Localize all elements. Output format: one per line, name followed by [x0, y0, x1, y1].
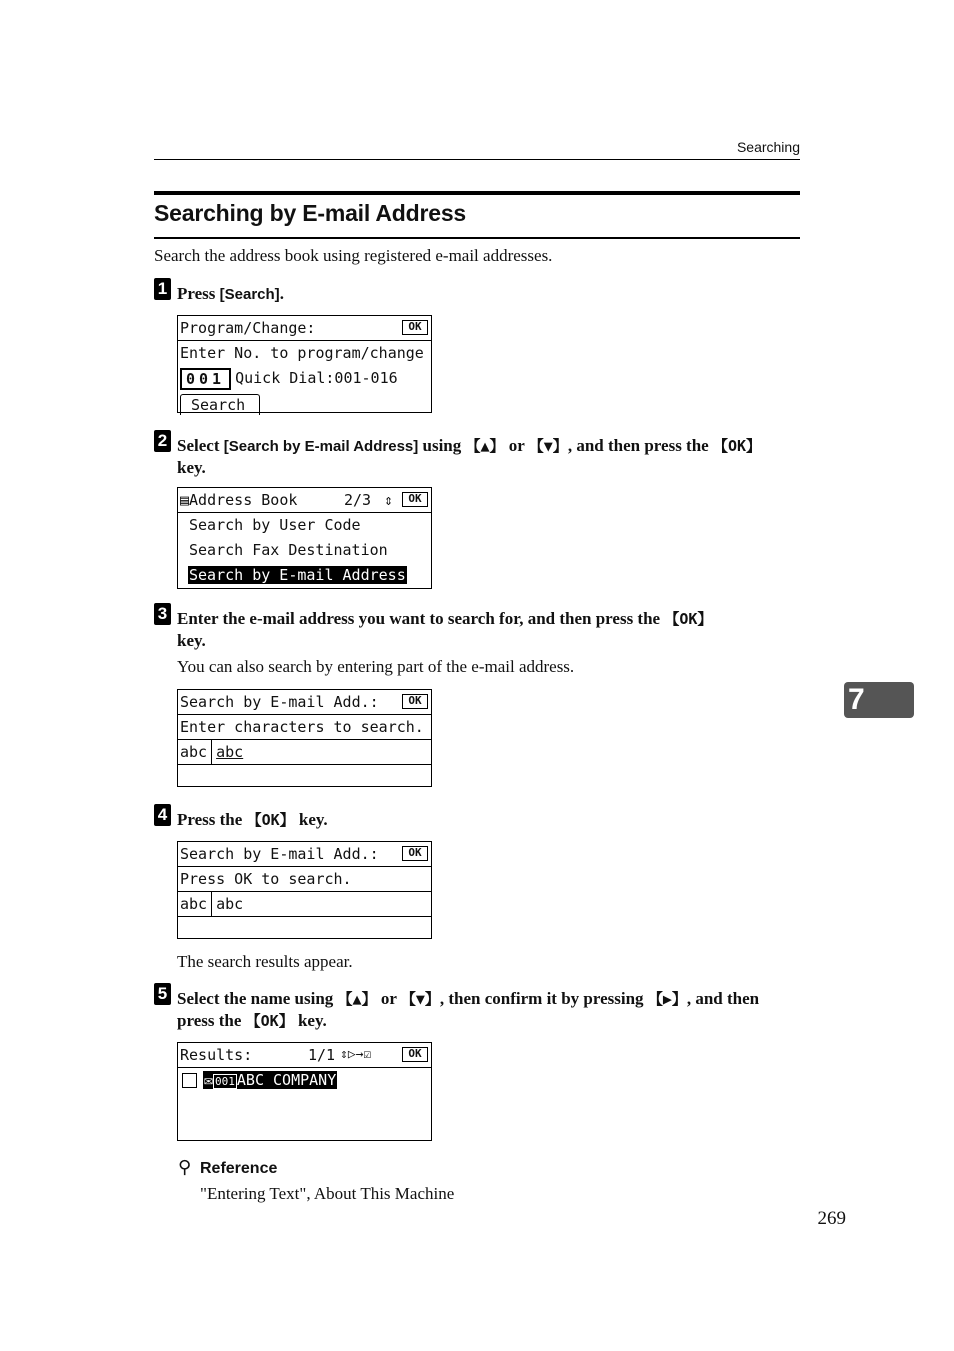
step-3-text: Enter the e-mail address you want to search for, and then press the 【OK】 key. — [177, 609, 713, 650]
result-entry: ✉ 001 ABC COMPANY — [204, 1071, 337, 1089]
ok-key-icon: OK — [402, 694, 428, 709]
chapter-tab: 7 — [844, 682, 914, 718]
reference-title: Reference — [200, 1160, 278, 1177]
step-number-2: 2 — [154, 430, 171, 452]
navigation-icons: ⇕▷→☑ — [340, 1047, 372, 1062]
section-title-rule — [154, 237, 800, 239]
step-1-text: Press [Search]. — [177, 284, 284, 303]
quick-dial-number-box: 001 — [180, 368, 231, 390]
lcd-screen-email-search-enter: Search by E-mail Add.: OK Enter characters to search. abc abc — [177, 689, 432, 787]
scroll-arrows-icon: ⇕ — [384, 491, 394, 509]
selected-option: Search by E-mail Address — [189, 566, 406, 584]
ok-key-icon: OK — [402, 320, 428, 335]
address-book-icon: ▤ — [180, 491, 190, 509]
lcd-screen-press-ok: Search by E-mail Add.: OK Press OK to search. abc abc — [177, 841, 432, 939]
step-number-4: 4 — [154, 804, 171, 826]
input-field: abc — [216, 743, 244, 761]
lcd-screen-address-book: ▤Address Book 2/3 ⇕ OK Search by User Code Search Fax Destination Search by E-mail Address — [177, 487, 432, 589]
step-3-note: You can also search by entering part of the e-mail address. — [177, 657, 575, 676]
section-title: Searching by E-mail Address — [154, 200, 467, 226]
step-4-text: Press the 【OK】 key. — [177, 810, 328, 829]
checkbox-icon — [182, 1073, 197, 1088]
step-number-5: 5 — [154, 983, 171, 1005]
lcd-screen-results: Results: 1/1 ⇕▷→☑ OK ✉ 001 ABC COMPANY — [177, 1042, 432, 1141]
step-4-note: The search results appear. — [177, 952, 353, 971]
email-dest-icon: ✉ — [204, 1071, 214, 1089]
magnifier-icon: ⚲ — [178, 1157, 192, 1177]
intro-text: Search the address book using registered e-mail addresses. — [154, 246, 553, 265]
step-number-1: 1 — [154, 278, 171, 300]
step-number-3: 3 — [154, 603, 171, 625]
step-2-text: Select [Search by E-mail Address] using 【▲】 or 【▼】, and then press the 【OK】 key. — [177, 436, 762, 477]
section-top-rule — [154, 191, 800, 195]
page-number: 269 — [817, 1208, 846, 1229]
reference-text: "Entering Text", About This Machine — [200, 1184, 455, 1203]
header-rule — [154, 159, 800, 160]
ok-key-icon: OK — [402, 492, 428, 507]
search-softkey: Search — [180, 394, 260, 415]
step-5-text: Select the name using 【▲】 or 【▼】, then confirm it by pressing 【▶】, and then press the 【OK】 key. — [177, 989, 760, 1030]
ok-key-icon: OK — [402, 846, 428, 861]
lcd-screen-program-change: Program/Change: OK Enter No. to program/change 001 Quick Dial:001-016 Search — [177, 315, 432, 413]
running-head: Searching — [736, 139, 800, 155]
ok-key-icon: OK — [402, 1047, 428, 1062]
